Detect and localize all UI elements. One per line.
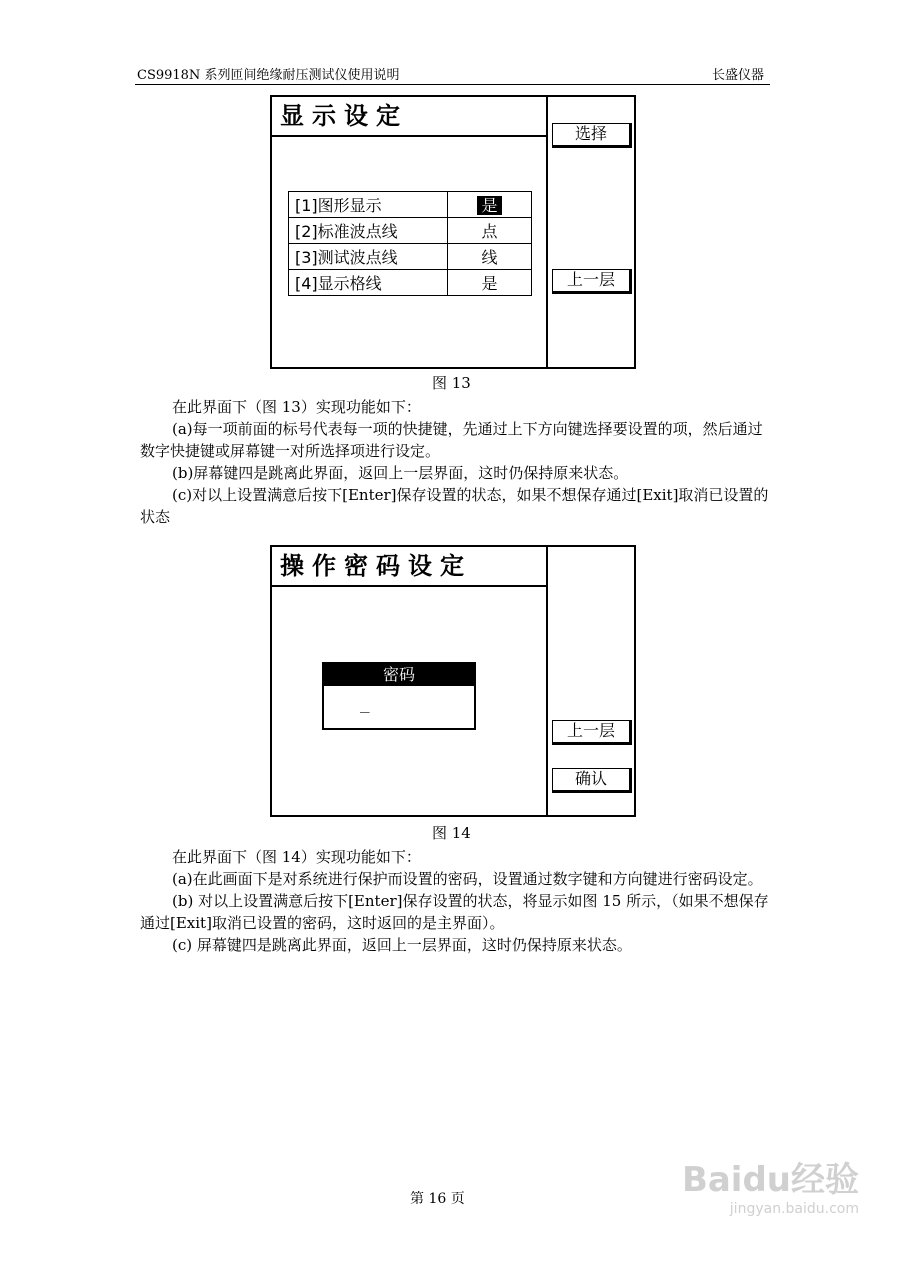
watermark-url: jingyan.baidu.com [729, 1201, 859, 1217]
option-row[interactable] [289, 218, 532, 244]
figure-14-title: 操作密码设定 [272, 547, 546, 587]
section-13-item-c: (c)对以上设置满意后按下[Enter]保存设置的状态，如果不想保存通过[Exit]取消已设置的状态 [140, 486, 769, 526]
confirm-softkey[interactable]: 确认 [552, 768, 632, 793]
figure-14-screen [270, 545, 636, 817]
header-rule [135, 84, 770, 85]
figure-13-title: 显示设定 [272, 97, 546, 137]
header-doc-title: CS9918N 系列匝间绝缘耐压测试仪使用说明 [137, 68, 400, 83]
option-row[interactable] [289, 192, 532, 218]
option-label: [3]测试波点线 [289, 244, 448, 270]
baidu-watermark [682, 1160, 859, 1218]
section-14-item-c: (c) 屏幕键四是跳离此界面，返回上一层界面，这时仍保持原来状态。 [172, 936, 632, 954]
password-input[interactable]: _ [360, 694, 370, 713]
option-value: 线 [448, 244, 532, 270]
display-options-table [288, 191, 532, 296]
figure-13-screen [270, 95, 636, 369]
figure-14-main-pane [272, 547, 548, 815]
section-14-item-a: (a)在此画面下是对系统进行保护而设置的密码，设置通过数字键和方向键进行密码设定。 [172, 870, 763, 888]
figure-13-caption: 图 13 [432, 374, 471, 392]
option-label: [4]显示格线 [289, 270, 448, 296]
option-row[interactable] [289, 244, 532, 270]
figure-13-main-pane [272, 97, 548, 367]
watermark-brand: Baidu经验 [681, 1160, 859, 1200]
section-13-item-b: (b)屏幕键四是跳离此界面，返回上一层界面，这时仍保持原来状态。 [172, 464, 629, 482]
option-label: [1]图形显示 [289, 192, 448, 218]
figure-14-caption: 图 14 [432, 824, 471, 842]
select-softkey[interactable]: 选择 [552, 123, 632, 148]
section-14-intro: 在此界面下（图 14）实现功能如下： [172, 848, 421, 866]
option-label: [2]标准波点线 [289, 218, 448, 244]
section-13-item-a: (a)每一项前面的标号代表每一项的快捷键，先通过上下方向键选择要设置的项，然后通过数字快捷键或屏幕键一对所选择项进行设定。 [140, 420, 763, 460]
page-number: 第 16 页 [410, 1191, 465, 1207]
header-company: 长盛仪器 [712, 68, 765, 83]
back-softkey[interactable]: 上一层 [552, 269, 632, 294]
option-value: 点 [448, 218, 532, 244]
section-14-item-b: (b) 对以上设置满意后按下[Enter]保存设置的状态，将显示如图 15 所示，（如果不想保存通过[Exit]取消已设置的密码，这时返回的是主界面）。 [140, 892, 769, 932]
section-13-text [140, 396, 772, 528]
password-box [322, 662, 476, 730]
password-label: 密码 [324, 664, 474, 686]
section-14-text [140, 846, 772, 956]
section-13-intro: 在此界面下（图 13）实现功能如下： [172, 398, 421, 416]
option-row[interactable] [289, 270, 532, 296]
option-value: 是 [448, 270, 532, 296]
back-softkey[interactable]: 上一层 [552, 720, 632, 745]
option-value-selected: 是 [477, 196, 501, 215]
